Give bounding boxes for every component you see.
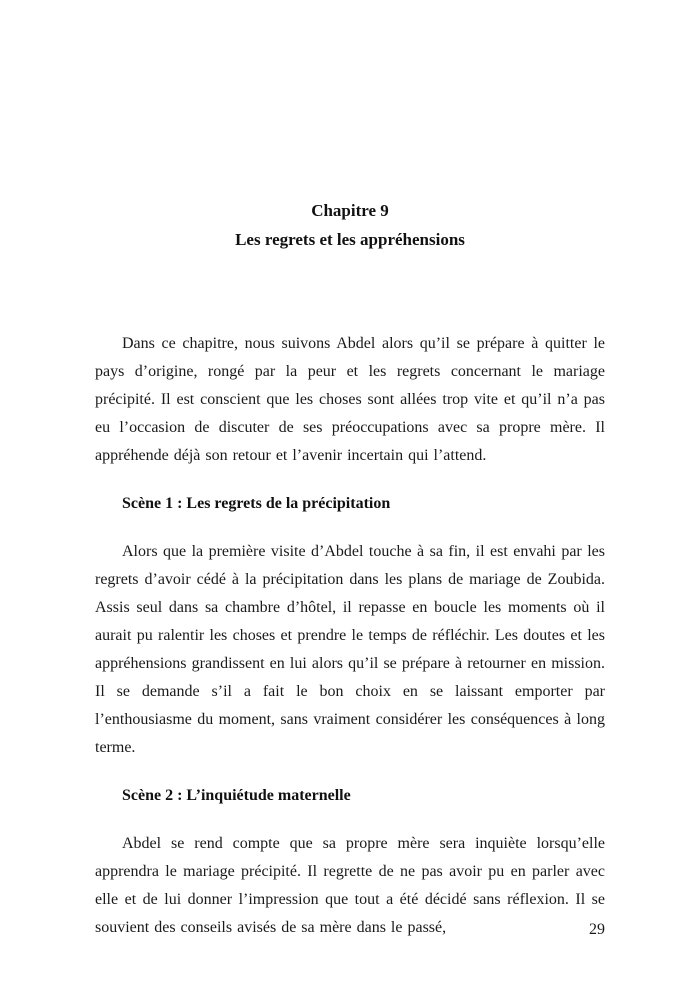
page-number: 29 xyxy=(589,921,605,938)
chapter-title: Chapitre 9 xyxy=(311,201,389,220)
scene-2-heading: Scène 2 : L’inquiétude maternelle xyxy=(122,787,351,804)
intro-paragraph: Dans ce chapitre, nous suivons Abdel alors qu’il se prépare à quitter le pays d’origine, rongé par la peur et les regrets concernant le mariage précipité. Il est conscient que les choses sont allées trop vite et qu’il n’a pas eu l’occasion de discuter de ses préoccupations avec sa propre mère. Il appréhende déjà son retour et l’avenir incertain qui l’attend. xyxy=(95,335,605,464)
scene-1-heading: Scène 1 : Les regrets de la précipitation xyxy=(122,495,391,512)
chapter-subtitle: Les regrets et les appréhensions xyxy=(235,230,465,249)
scene-1-paragraph: Alors que la première visite d’Abdel touche à sa fin, il est envahi par les regrets d’avoir cédé à la précipitation dans les plans de mariage de Zoubida. Assis seul dans sa chambre d’hôtel, il repasse en boucle les moments où il aurait pu ralentir les choses et prendre le temps de réfléchir. Les doutes et les appréhensions grandissent en lui alors qu’il se prépare à retourner en mission. Il se demande s’il a fait le bon choix en se laissant emporter par l’enthousiasme du moment, sans vraiment considérer les conséquences à long terme. xyxy=(95,543,605,756)
scene-2-paragraph: Abdel se rend compte que sa propre mère sera inquiète lorsqu’elle apprendra le mariage précipité. Il regrette de ne pas avoir pu en parler avec elle et de lui donner l’impression que tout a été décidé sans réflexion. Il se souvient des conseils avisés de sa mère dans le passé, xyxy=(95,835,605,936)
